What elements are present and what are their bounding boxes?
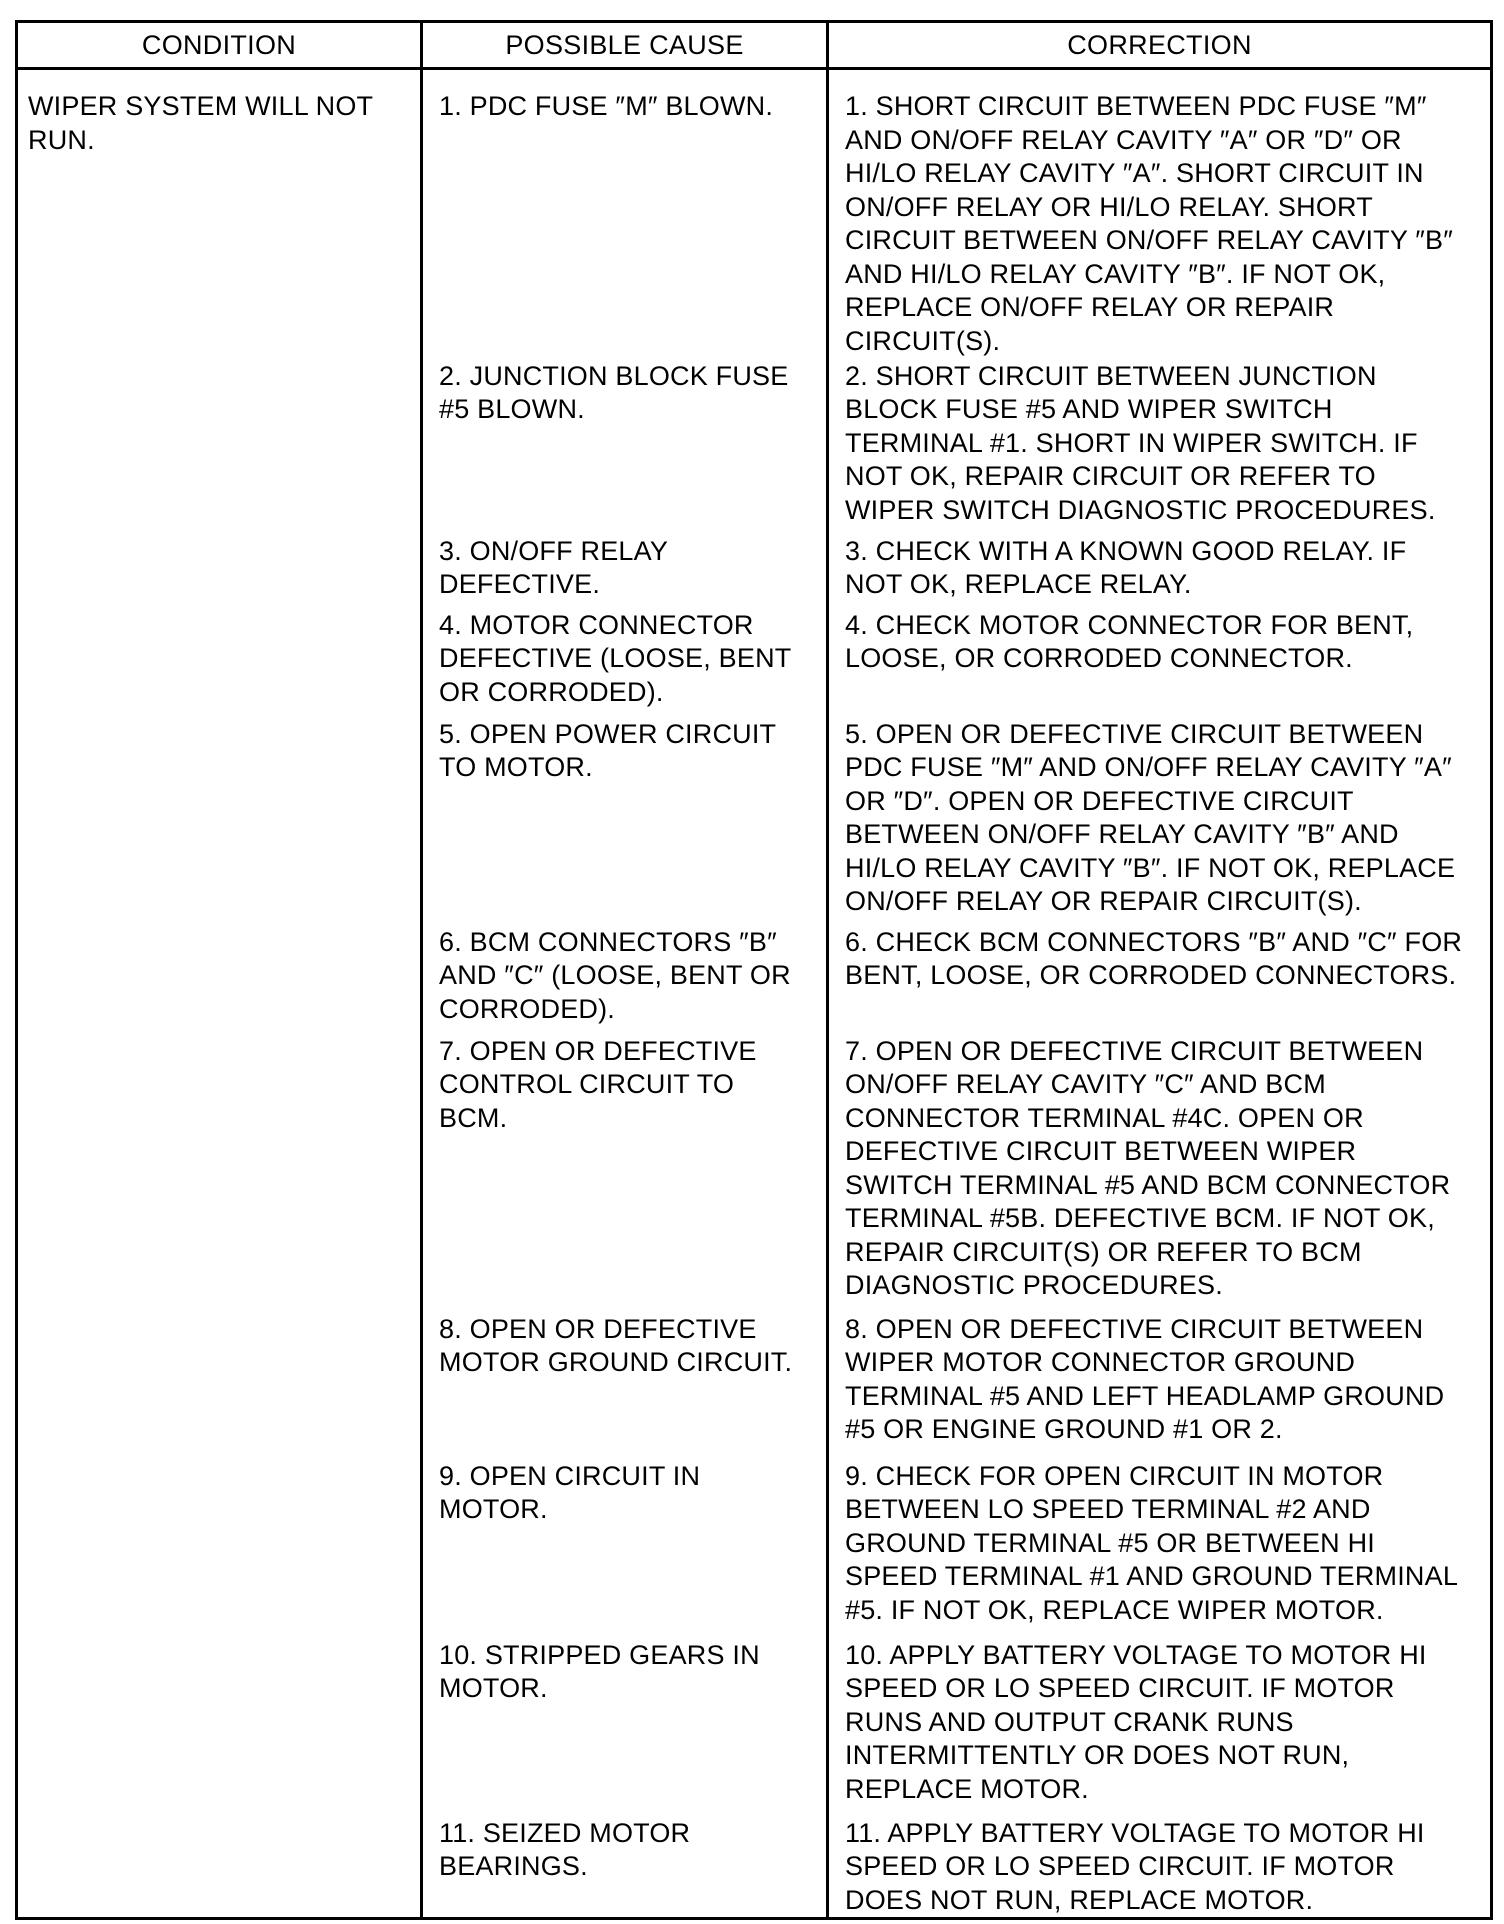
cause-cell: [422, 718, 828, 926]
cause-text: 2. JUNCTION BLOCK FUSE #5 BLOWN.: [439, 360, 789, 424]
cause-text: 8. OPEN OR DEFECTIVE MOTOR GROUND CIRCUIT.: [439, 1313, 793, 1377]
cause-text: 1. PDC FUSE ″M″ BLOWN.: [439, 91, 774, 121]
correction-cell: [828, 1035, 1492, 1313]
correction-cell: [828, 535, 1492, 609]
condition-cell: [17, 69, 422, 1919]
correction-text: 8. OPEN OR DEFECTIVE CIRCUIT BETWEEN WIPER MOTOR CONNECTOR GROUND TERMINAL #5 AND LEFT HEADLAMP GROUND #5 OR ENGINE GROUND #1 OR 2.: [845, 1313, 1445, 1444]
correction-text: 1. SHORT CIRCUIT BETWEEN PDC FUSE ″M″ AND ON/OFF RELAY CAVITY ″A″ OR ″D″ OR HI/LO RELAY CAVITY ″A″. SHORT CIRCUIT IN ON/OFF RELAY OR HI/LO RELAY. SHORT CIRCUIT BETWEEN ON/OFF RELAY CAVITY ″B″ AND HI/LO RELAY CAVITY ″B″. IF NOT OK, REPLACE ON/OFF RELAY OR REPAIR CIRCUIT(S).: [845, 91, 1454, 356]
cause-cell: [422, 1639, 828, 1817]
condition-text: WIPER SYSTEM WILL NOT RUN.: [28, 91, 374, 155]
header-condition: CONDITION: [17, 22, 422, 69]
cause-cell: [422, 1817, 828, 1919]
cause-cell: [422, 926, 828, 1035]
correction-cell: [828, 1460, 1492, 1639]
table-row: [17, 69, 1492, 360]
correction-text: 6. CHECK BCM CONNECTORS ″B″ AND ″C″ FOR BENT, LOOSE, OR CORRODED CONNECTORS.: [845, 926, 1463, 990]
correction-text: 11. APPLY BATTERY VOLTAGE TO MOTOR HI SPEED OR LO SPEED CIRCUIT. IF MOTOR DOES NOT RUN, REPLACE MOTOR.: [845, 1817, 1425, 1915]
cause-cell: [422, 609, 828, 718]
correction-cell: [828, 609, 1492, 718]
correction-text: 2. SHORT CIRCUIT BETWEEN JUNCTION BLOCK FUSE #5 AND WIPER SWITCH TERMINAL #1. SHORT IN WIPER SWITCH. IF NOT OK, REPAIR CIRCUIT OR REFER TO WIPER SWITCH DIAGNOSTIC PROCEDURES.: [845, 360, 1436, 525]
cause-text: 6. BCM CONNECTORS ″B″ AND ″C″ (LOOSE, BENT OR CORRODED).: [439, 926, 791, 1024]
cause-cell: [422, 1035, 828, 1313]
cause-cell: [422, 69, 828, 360]
cause-text: 4. MOTOR CONNECTOR DEFECTIVE (LOOSE, BENT OR CORRODED).: [439, 609, 792, 707]
correction-text: 9. CHECK FOR OPEN CIRCUIT IN MOTOR BETWEEN LO SPEED TERMINAL #2 AND GROUND TERMINAL #5 OR BETWEEN HI SPEED TERMINAL #1 AND GROUND TERMINAL #5. IF NOT OK, REPLACE WIPER MOTOR.: [845, 1460, 1459, 1625]
header-possible-cause: POSSIBLE CAUSE: [422, 22, 828, 69]
correction-cell: [828, 360, 1492, 535]
cause-text: 11. SEIZED MOTOR BEARINGS.: [439, 1817, 691, 1881]
correction-text: 7. OPEN OR DEFECTIVE CIRCUIT BETWEEN ON/OFF RELAY CAVITY ″C″ AND BCM CONNECTOR TERMINAL #4C. OPEN OR DEFECTIVE CIRCUIT BETWEEN WIPER SWITCH TERMINAL #5 AND BCM CONNECTOR TERMINAL #5B. DEFECTIVE BCM. IF NOT OK, REPAIR CIRCUIT(S) OR REFER TO BCM DIAGNOSTIC PROCEDURES.: [845, 1035, 1451, 1300]
correction-text: 3. CHECK WITH A KNOWN GOOD RELAY. IF NOT OK, REPLACE RELAY.: [845, 535, 1407, 599]
cause-text: 9. OPEN CIRCUIT IN MOTOR.: [439, 1460, 701, 1524]
cause-cell: [422, 360, 828, 535]
header-row: [17, 22, 1492, 69]
header-correction: CORRECTION: [828, 22, 1492, 69]
correction-cell: [828, 1817, 1492, 1919]
correction-cell: [828, 718, 1492, 926]
cause-text: 5. OPEN POWER CIRCUIT TO MOTOR.: [439, 718, 777, 782]
correction-text: 10. APPLY BATTERY VOLTAGE TO MOTOR HI SPEED OR LO SPEED CIRCUIT. IF MOTOR RUNS AND OUTPUT CRANK RUNS INTERMITTENTLY OR DOES NOT RUN, REPLACE MOTOR.: [845, 1639, 1427, 1804]
cause-cell: [422, 535, 828, 609]
correction-text: 5. OPEN OR DEFECTIVE CIRCUIT BETWEEN PDC FUSE ″M″ AND ON/OFF RELAY CAVITY ″A″ OR ″D″. OPEN OR DEFECTIVE CIRCUIT BETWEEN ON/OFF RELAY CAVITY ″B″ AND HI/LO RELAY CAVITY ″B″. IF NOT OK, REPLACE ON/OFF RELAY OR REPAIR CIRCUIT(S).: [845, 718, 1456, 916]
correction-cell: [828, 926, 1492, 1035]
correction-cell: [828, 1313, 1492, 1460]
cause-text: 7. OPEN OR DEFECTIVE CONTROL CIRCUIT TO BCM.: [439, 1035, 757, 1133]
cause-cell: [422, 1313, 828, 1460]
cause-text: 3. ON/OFF RELAY DEFECTIVE.: [439, 535, 669, 599]
correction-cell: [828, 1639, 1492, 1817]
cause-text: 10. STRIPPED GEARS IN MOTOR.: [439, 1639, 760, 1703]
correction-text: 4. CHECK MOTOR CONNECTOR FOR BENT, LOOSE, OR CORRODED CONNECTOR.: [845, 609, 1414, 673]
diagnosis-table: [15, 20, 1493, 1920]
cause-cell: [422, 1460, 828, 1639]
correction-cell: [828, 69, 1492, 360]
